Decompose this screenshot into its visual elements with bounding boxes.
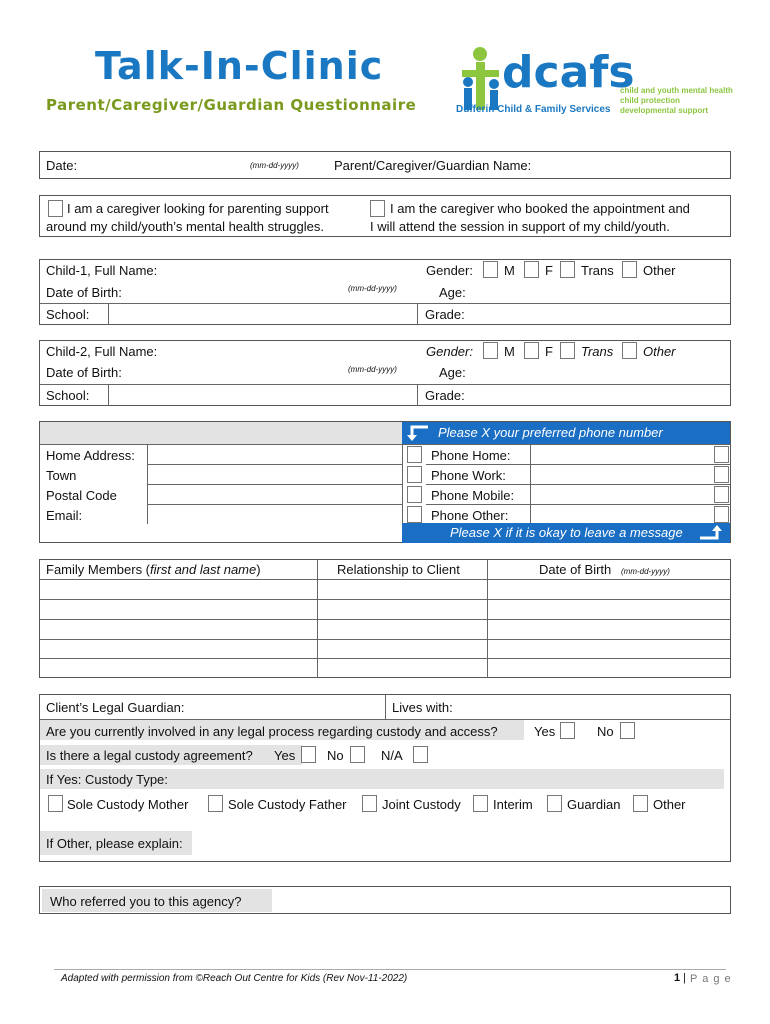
child1-gender-f-checkbox[interactable] xyxy=(524,261,539,278)
divider xyxy=(108,303,109,325)
custody-guardian-checkbox[interactable] xyxy=(547,795,562,812)
divider xyxy=(147,464,402,465)
child2-gender-f-checkbox[interactable] xyxy=(524,342,539,359)
logo-tag3: developmental support xyxy=(620,106,709,115)
role-option1-checkbox[interactable] xyxy=(48,200,63,217)
legal-process-question: Are you currently involved in any legal process regarding custody and access? xyxy=(46,724,498,739)
child1-gender-other-checkbox[interactable] xyxy=(622,261,637,278)
email-label: Email: xyxy=(46,508,83,523)
home-address-label: Home Address: xyxy=(46,448,135,463)
child2-gender-f: F xyxy=(545,344,553,359)
custody-other-checkbox[interactable] xyxy=(633,795,648,812)
child1-gender-m-checkbox[interactable] xyxy=(483,261,498,278)
family-col-name-c: ) xyxy=(256,562,261,577)
phone-mobile-label: Phone Mobile: xyxy=(431,488,515,503)
child2-school-label: School: xyxy=(46,388,90,403)
page-title: Talk-In-Clinic xyxy=(95,44,384,88)
child2-gender-other-checkbox[interactable] xyxy=(622,342,637,359)
role-option2-line2: I will attend the session in support of my child/youth. xyxy=(370,219,670,234)
contact-section xyxy=(39,421,731,543)
child2-gender-label: Gender: xyxy=(426,344,473,359)
custody-guardian-label: Guardian xyxy=(567,797,621,812)
page-label: P a g e xyxy=(690,973,732,985)
leave-msg-text: Please X if it is okay to leave a message xyxy=(450,525,683,540)
child2-gender-m-checkbox[interactable] xyxy=(483,342,498,359)
custody-sole-mother-label: Sole Custody Mother xyxy=(67,797,189,812)
phone-home-label: Phone Home: xyxy=(431,448,511,463)
divider xyxy=(417,303,418,325)
date-format: (mm-dd-yyyy) xyxy=(250,161,299,170)
divider xyxy=(147,484,402,485)
divider xyxy=(385,695,386,719)
child1-gender-f: F xyxy=(545,263,553,278)
other-explain-label[interactable]: If Other, please explain: xyxy=(46,836,183,851)
logo-text: dcafs xyxy=(502,47,635,98)
divider xyxy=(426,464,730,465)
divider xyxy=(426,484,730,485)
postal-label: Postal Code xyxy=(46,488,117,503)
custody-sole-father-label: Sole Custody Father xyxy=(228,797,347,812)
table-row[interactable] xyxy=(40,619,730,620)
child2-age-label[interactable]: Age: xyxy=(439,365,466,380)
referral-question[interactable]: Who referred you to this agency? xyxy=(50,894,242,909)
logo-taglines xyxy=(620,86,733,116)
child1-section xyxy=(39,259,731,325)
custody-agreement-yes-checkbox[interactable] xyxy=(301,746,316,763)
custody-joint-checkbox[interactable] xyxy=(362,795,377,812)
divider xyxy=(40,444,730,445)
legal-process-yes-checkbox[interactable] xyxy=(560,722,575,739)
role-option2-line1: I am the caregiver who booked the appointment and xyxy=(390,201,690,216)
child2-gender-m: M xyxy=(504,344,515,359)
child2-name-label[interactable]: Child-2, Full Name: xyxy=(46,344,158,359)
divider xyxy=(417,384,418,406)
custody-other-label: Other xyxy=(653,797,686,812)
custody-agreement-question: Is there a legal custody agreement? xyxy=(46,748,253,763)
child1-dob-format: (mm-dd-yyyy) xyxy=(348,284,397,293)
child2-dob-label[interactable]: Date of Birth: xyxy=(46,365,122,380)
child1-grade-label[interactable]: Grade: xyxy=(425,307,465,322)
divider xyxy=(40,303,730,304)
child2-gender-other: Other xyxy=(643,344,676,359)
divider xyxy=(147,504,402,505)
divider xyxy=(426,504,730,505)
custody-agreement-na-label: N/A xyxy=(381,748,403,763)
page-separator: | xyxy=(683,972,686,984)
family-col-name xyxy=(46,562,261,577)
logo-tag2: child protection xyxy=(620,96,680,105)
phone-home-checkbox[interactable] xyxy=(407,446,422,463)
custody-type-label: If Yes: Custody Type: xyxy=(46,772,168,787)
guardian-name-label[interactable]: Parent/Caregiver/Guardian Name: xyxy=(334,158,532,173)
table-row[interactable] xyxy=(40,658,730,659)
custody-agreement-yes-label: Yes xyxy=(274,748,296,763)
phone-other-checkbox[interactable] xyxy=(407,506,422,523)
phone-mobile-checkbox[interactable] xyxy=(407,486,422,503)
child2-section xyxy=(39,340,731,406)
footer-note: Adapted with permission from ©Reach Out Centre for Kids (Rev Nov-11-2022) xyxy=(61,973,408,984)
child2-dob-format: (mm-dd-yyyy) xyxy=(348,365,397,374)
table-row[interactable] xyxy=(40,579,730,580)
legal-section xyxy=(39,694,731,862)
legal-process-no-checkbox[interactable] xyxy=(620,722,635,739)
logo-org: Dufferin Child & Family Services xyxy=(456,104,611,115)
custody-interim-label: Interim xyxy=(493,797,533,812)
family-col-name-a: Family Members ( xyxy=(46,562,151,577)
town-label: Town xyxy=(46,468,77,483)
date-label: Date: xyxy=(46,158,78,173)
arrow-up-right-icon xyxy=(698,525,724,541)
legal-process-no-label: No xyxy=(597,724,614,739)
contact-header-gray xyxy=(40,422,402,444)
dcafs-logo xyxy=(456,44,736,122)
custody-sole-father-checkbox[interactable] xyxy=(208,795,223,812)
msg-home-checkbox[interactable] xyxy=(714,446,729,463)
child1-gender-label: Gender: xyxy=(426,263,473,278)
logo-tag1: child and youth mental health xyxy=(620,86,733,95)
custody-agreement-na-checkbox[interactable] xyxy=(413,746,428,763)
arrow-down-left-icon xyxy=(406,425,432,441)
page-number: 1 xyxy=(674,972,681,984)
table-row[interactable] xyxy=(40,599,730,600)
role-option1-line1: I am a caregiver looking for parenting support xyxy=(67,201,329,216)
child1-gender-trans: Trans xyxy=(581,263,614,278)
divider xyxy=(40,384,730,385)
child1-age-label[interactable]: Age: xyxy=(439,285,466,300)
custody-interim-checkbox[interactable] xyxy=(473,795,488,812)
phone-work-checkbox[interactable] xyxy=(407,466,422,483)
msg-mobile-checkbox[interactable] xyxy=(714,486,729,503)
custody-joint-label: Joint Custody xyxy=(382,797,461,812)
child1-gender-m: M xyxy=(504,263,515,278)
child2-gender-trans-checkbox[interactable] xyxy=(560,342,575,359)
child1-gender-trans-checkbox[interactable] xyxy=(560,261,575,278)
role-option2-checkbox[interactable] xyxy=(370,200,385,217)
family-col-name-b: first and last name xyxy=(150,562,257,577)
custody-agreement-no-label: No xyxy=(327,748,344,763)
child1-gender-other: Other xyxy=(643,263,676,278)
child2-grade-label[interactable]: Grade: xyxy=(425,388,465,403)
legal-guardian-label[interactable]: Client’s Legal Guardian: xyxy=(46,700,185,715)
child1-dob-label[interactable]: Date of Birth: xyxy=(46,285,122,300)
legal-process-yes-label: Yes xyxy=(534,724,556,739)
phone-other-label: Phone Other: xyxy=(431,508,509,523)
page-subtitle: Parent/Caregiver/Guardian Questionnaire xyxy=(46,96,417,114)
child1-school-label: School: xyxy=(46,307,90,322)
table-row[interactable] xyxy=(40,639,730,640)
msg-other-checkbox[interactable] xyxy=(714,506,729,523)
divider xyxy=(108,384,109,406)
child1-name-label[interactable]: Child-1, Full Name: xyxy=(46,263,158,278)
role-option1-line2: around my child/youth’s mental health struggles. xyxy=(46,219,324,234)
divider xyxy=(402,444,403,524)
custody-agreement-no-checkbox[interactable] xyxy=(350,746,365,763)
family-col-dob: Date of Birth xyxy=(539,562,612,577)
family-col-relationship: Relationship to Client xyxy=(337,562,460,577)
lives-with-label[interactable]: Lives with: xyxy=(392,700,453,715)
child2-gender-trans: Trans xyxy=(581,344,614,359)
phone-pref-banner xyxy=(402,422,730,444)
footer-divider xyxy=(54,969,726,970)
role-row xyxy=(39,195,731,237)
referral-row xyxy=(39,886,731,914)
msg-work-checkbox[interactable] xyxy=(714,466,729,483)
date-row xyxy=(39,151,731,179)
phone-pref-text: Please X your preferred phone number xyxy=(438,425,663,440)
custody-sole-mother-checkbox[interactable] xyxy=(48,795,63,812)
family-col-dob-format: (mm-dd-yyyy) xyxy=(621,567,670,576)
phone-work-label: Phone Work: xyxy=(431,468,506,483)
leave-message-banner xyxy=(402,523,730,543)
family-table xyxy=(39,559,731,678)
